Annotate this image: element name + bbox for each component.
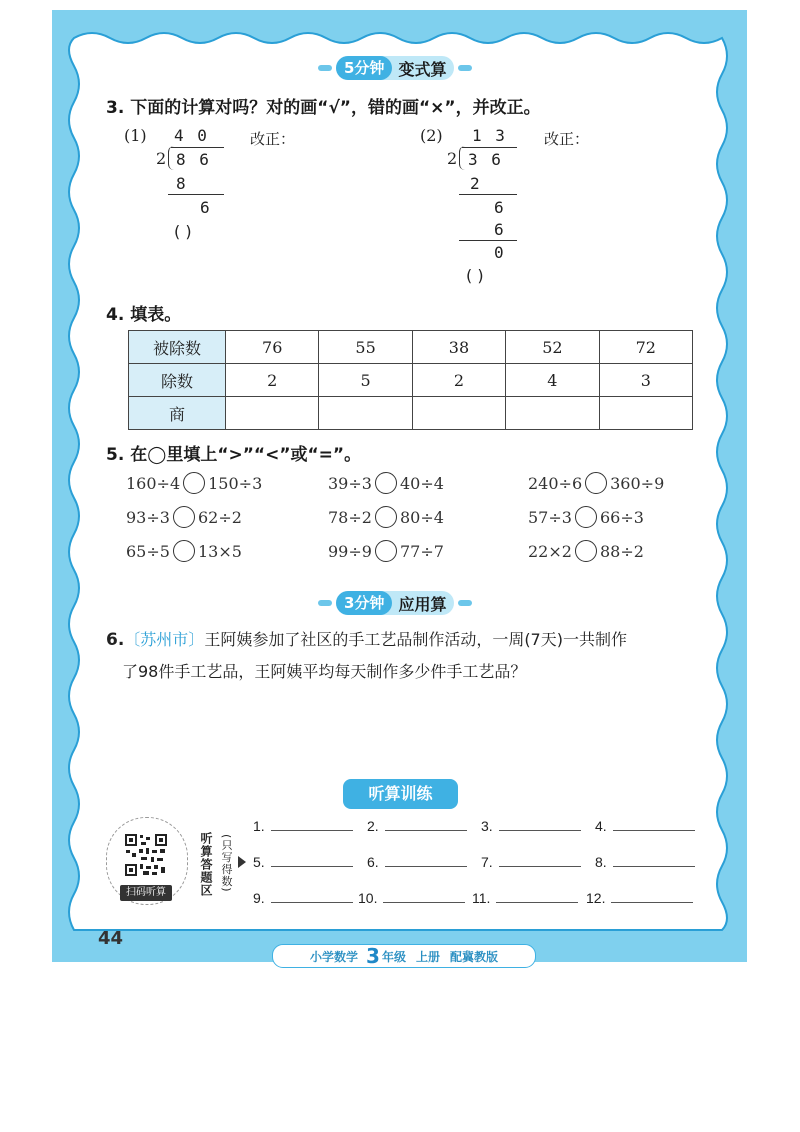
footer-book-info xyxy=(272,944,536,968)
answer-slot[interactable] xyxy=(481,818,581,834)
header-pill xyxy=(336,56,454,80)
section-header-variation xyxy=(318,56,472,80)
answer-circle[interactable] xyxy=(375,506,397,528)
part2-line2 xyxy=(459,240,517,241)
answer-cell[interactable] xyxy=(319,397,412,430)
listening-tab: 听算训练 xyxy=(343,779,458,809)
compare-item xyxy=(528,506,644,528)
header-pill xyxy=(336,591,454,615)
answer-slot[interactable] xyxy=(253,818,353,834)
expr-left: 240÷6 xyxy=(528,473,583,493)
expr-right: 80÷4 xyxy=(399,507,444,527)
part1-division-bar xyxy=(171,147,224,148)
part2-division-bracket xyxy=(459,146,466,170)
table-cell: 52 xyxy=(506,331,599,364)
compare-item xyxy=(126,506,242,528)
compare-item xyxy=(328,506,444,528)
table-cell: 76 xyxy=(226,331,319,364)
answer-circle[interactable] xyxy=(575,506,597,528)
slot-number: 3. xyxy=(481,818,493,834)
part2-quotient: 1 3 xyxy=(472,126,507,145)
answer-slot[interactable] xyxy=(481,854,581,870)
table-cell: 72 xyxy=(599,331,692,364)
slot-number: 12. xyxy=(586,890,606,906)
footer-volume: 上册 xyxy=(415,949,440,964)
question-text: 填表。 xyxy=(130,305,182,325)
row-header-dividend: 被除数 xyxy=(129,331,226,364)
answer-line[interactable] xyxy=(499,866,581,867)
section-header-application xyxy=(318,591,472,615)
part1-remainder: 6 xyxy=(200,198,210,217)
answer-circle[interactable] xyxy=(375,472,397,494)
header-decor-right xyxy=(458,65,472,71)
part2-correct-label: 改正： xyxy=(544,130,590,148)
compare-item xyxy=(126,472,262,494)
expr-left: 160÷4 xyxy=(126,473,181,493)
slot-number: 9. xyxy=(253,890,265,906)
header-decor-left xyxy=(318,600,332,606)
compare-item xyxy=(528,472,664,494)
part1-step1: 8 xyxy=(176,174,186,193)
answer-line[interactable] xyxy=(613,830,695,831)
slot-number: 4. xyxy=(595,818,607,834)
part1-answer-paren: ( ) xyxy=(174,222,192,241)
page-number: 44 xyxy=(98,928,124,949)
part2-division-bar xyxy=(462,147,517,148)
question-number: 5. xyxy=(106,445,125,465)
answer-area-note: (只写得数) xyxy=(220,834,233,893)
slot-number: 5. xyxy=(253,854,265,870)
footer-grade: 3 xyxy=(366,944,380,968)
answer-cell[interactable] xyxy=(506,397,599,430)
expr-left: 39÷3 xyxy=(328,473,372,493)
part2-line1 xyxy=(459,194,517,195)
compare-item xyxy=(126,540,242,562)
part2-remainder: 0 xyxy=(494,243,504,262)
answer-slot[interactable] xyxy=(253,890,353,906)
answer-line[interactable] xyxy=(271,866,353,867)
question-text: 在◯里填上“>”“<”或“=”。 xyxy=(130,445,362,465)
table-cell: 38 xyxy=(412,331,505,364)
part1-divisor: 2 xyxy=(156,149,167,168)
footer-subject: 小学数学 xyxy=(310,949,359,964)
question-number: 3. xyxy=(106,98,125,118)
answer-line[interactable] xyxy=(385,866,467,867)
question-5-title xyxy=(106,440,361,465)
expr-right: 360÷9 xyxy=(610,473,665,493)
answer-slot[interactable] xyxy=(367,854,467,870)
question-number: 4. xyxy=(106,305,125,325)
question-6 xyxy=(106,627,706,650)
slot-number: 2. xyxy=(367,818,379,834)
answer-slot[interactable] xyxy=(595,854,695,870)
answer-slot[interactable] xyxy=(253,854,353,870)
answer-circle[interactable] xyxy=(183,472,205,494)
section-title: 变式算 xyxy=(398,59,447,79)
answer-slot[interactable] xyxy=(586,890,693,906)
row-header-quotient: 商 xyxy=(129,397,226,430)
expr-right: 150÷3 xyxy=(208,473,263,493)
header-decor-right xyxy=(458,600,472,606)
play-arrow-icon xyxy=(238,856,246,868)
part2-label: (2) xyxy=(420,126,443,145)
table-cell: 5 xyxy=(319,364,412,397)
table-row-dividend xyxy=(129,331,693,364)
footer-edition: 配冀教版 xyxy=(449,949,498,964)
header-decor-left xyxy=(318,65,332,71)
question-number: 6. xyxy=(106,630,125,650)
table-cell: 55 xyxy=(319,331,412,364)
slot-number: 10. xyxy=(358,890,378,906)
answer-line[interactable] xyxy=(496,902,578,903)
answer-cell[interactable] xyxy=(226,397,319,430)
answer-line[interactable] xyxy=(499,830,581,831)
compare-item xyxy=(328,540,444,562)
table-cell: 2 xyxy=(412,364,505,397)
part1-correct-label: 改正： xyxy=(250,130,296,148)
expr-right: 40÷4 xyxy=(399,473,444,493)
expr-left: 78÷2 xyxy=(328,507,372,527)
expr-left: 65÷5 xyxy=(126,541,170,561)
answer-line[interactable] xyxy=(385,830,467,831)
question-3-title xyxy=(106,93,541,118)
answer-line[interactable] xyxy=(611,902,693,903)
qr-label: 扫码听算 xyxy=(120,885,172,901)
table-row-divisor xyxy=(129,364,693,397)
answer-circle[interactable] xyxy=(585,472,607,494)
answer-circle[interactable] xyxy=(375,540,397,562)
part2-divisor: 2 xyxy=(447,149,458,168)
part2-step1: 2 xyxy=(470,174,480,193)
answer-line[interactable] xyxy=(613,866,695,867)
answer-line[interactable] xyxy=(383,902,465,903)
expr-left: 22×2 xyxy=(528,541,572,561)
answer-cell[interactable] xyxy=(412,397,505,430)
expr-left: 99÷9 xyxy=(328,541,372,561)
question-text: 下面的计算对吗？对的画“√”，错的画“×”，并改正。 xyxy=(130,98,541,118)
part2-step3: 6 xyxy=(494,220,504,239)
part1-division-bracket xyxy=(168,146,175,170)
question-4-title xyxy=(106,300,181,325)
table-cell: 2 xyxy=(226,364,319,397)
expr-left: 57÷3 xyxy=(528,507,572,527)
row-header-divisor: 除数 xyxy=(129,364,226,397)
compare-item xyxy=(528,540,644,562)
answer-slot[interactable] xyxy=(358,890,465,906)
qr-code-icon[interactable] xyxy=(124,833,168,877)
answer-slot[interactable] xyxy=(472,890,578,906)
source-tag: 〔苏州市〕 xyxy=(124,630,205,649)
part1-quotient: 4 0 xyxy=(174,126,209,145)
answer-area-label: 听算答题区 xyxy=(199,832,213,897)
slot-number: 11. xyxy=(472,890,491,906)
part1-label: (1) xyxy=(124,126,147,145)
table-cell: 4 xyxy=(506,364,599,397)
slot-number: 7. xyxy=(481,854,493,870)
part2-dividend: 3 6 xyxy=(468,150,503,169)
answer-circle[interactable] xyxy=(575,540,597,562)
answer-circle[interactable] xyxy=(173,540,195,562)
expr-right: 62÷2 xyxy=(197,507,242,527)
answer-circle[interactable] xyxy=(173,506,195,528)
division-table xyxy=(128,330,693,430)
slot-number: 8. xyxy=(595,854,607,870)
answer-cell[interactable] xyxy=(599,397,692,430)
expr-right: 13×5 xyxy=(197,541,242,561)
table-cell: 3 xyxy=(599,364,692,397)
question-line-2: 了98件手工艺品，王阿姨平均每天制作多少件手工艺品？ xyxy=(122,662,527,681)
expr-right: 88÷2 xyxy=(599,541,644,561)
part1-dividend: 8 6 xyxy=(176,150,211,169)
time-badge: 5分钟 xyxy=(336,56,392,80)
section-title: 应用算 xyxy=(398,594,447,614)
answer-slot[interactable] xyxy=(595,818,695,834)
question-line-1: 王阿姨参加了社区的手工艺品制作活动，一周(7天)一共制作 xyxy=(204,630,627,649)
part2-answer-paren: ( ) xyxy=(466,266,484,285)
answer-slot[interactable] xyxy=(367,818,467,834)
compare-item xyxy=(328,472,444,494)
expr-left: 93÷3 xyxy=(126,507,170,527)
slot-number: 1. xyxy=(253,818,265,834)
expr-right: 66÷3 xyxy=(599,507,644,527)
part2-step2: 6 xyxy=(494,198,504,217)
footer-grade-suffix: 年级 xyxy=(381,949,406,964)
table-row-quotient xyxy=(129,397,693,430)
part1-line xyxy=(168,194,224,195)
answer-line[interactable] xyxy=(271,830,353,831)
expr-right: 77÷7 xyxy=(399,541,444,561)
time-badge: 3分钟 xyxy=(336,591,392,615)
answer-line[interactable] xyxy=(271,902,353,903)
slot-number: 6. xyxy=(367,854,379,870)
